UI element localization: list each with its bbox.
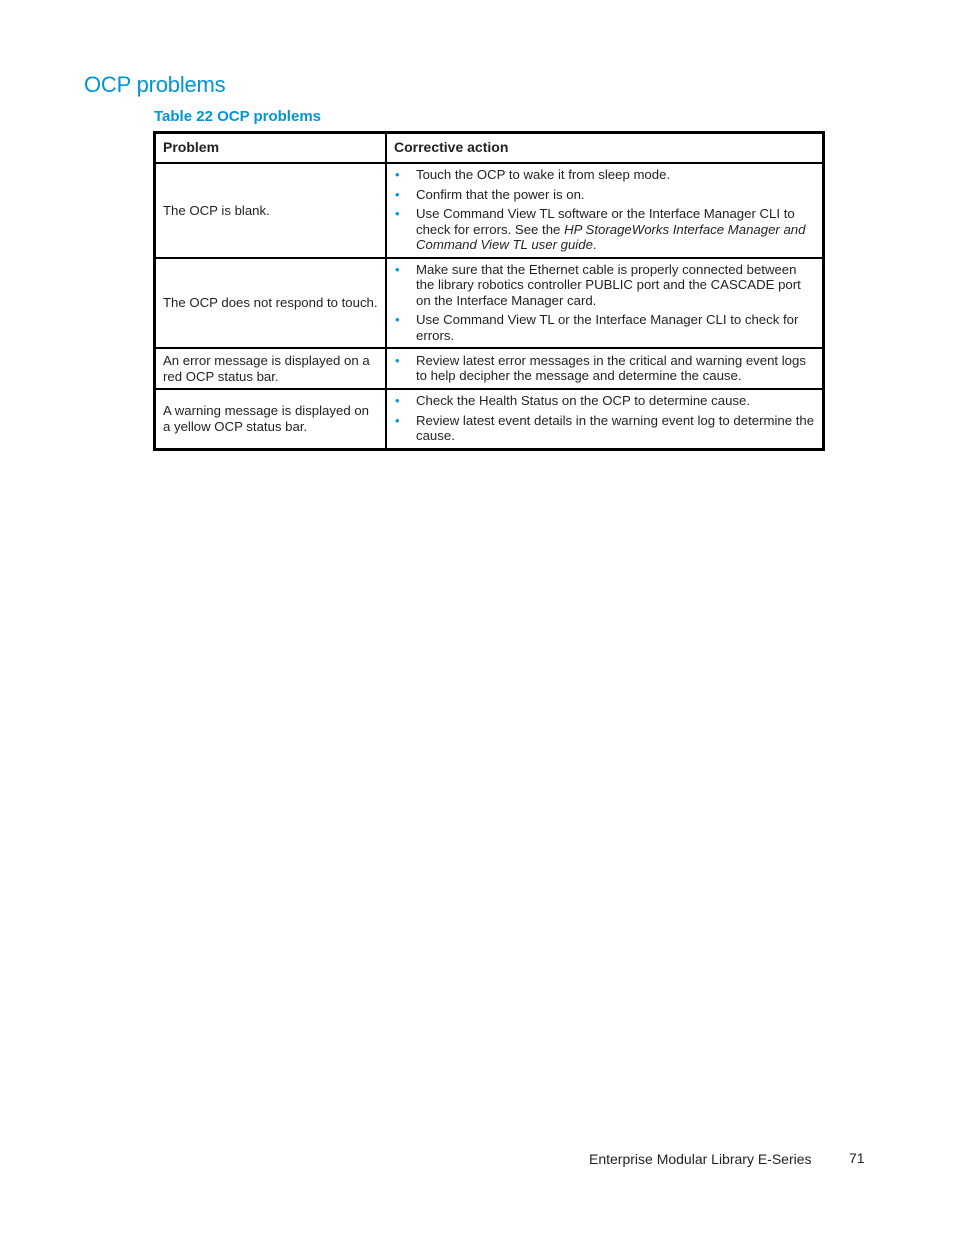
action-item [393, 206, 816, 253]
table-row [155, 389, 824, 449]
bullet-icon: • [395, 186, 400, 202]
header-corrective-action: Corrective action [386, 133, 824, 164]
guide-reference: HP StorageWorks Interface Manager and Command View TL user guide [416, 221, 806, 252]
actions-cell [386, 163, 824, 258]
action-item [393, 312, 816, 343]
action-item [393, 262, 816, 309]
action-item [393, 413, 816, 444]
page-number: 71 [849, 1150, 865, 1166]
footer-title: Enterprise Modular Library E-Series [589, 1151, 812, 1167]
actions-cell [386, 348, 824, 389]
table-caption: Table 22 OCP problems [154, 108, 321, 125]
problem-cell: A warning message is displayed on a yellow OCP status bar. [155, 389, 387, 449]
table-row [155, 348, 824, 389]
actions-cell [386, 258, 824, 349]
action-text: Use Command View TL software or the Interface Manager CLI to check for errors. See the [416, 206, 795, 237]
bullet-icon: • [395, 167, 400, 182]
problem-cell: The OCP does not respond to touch. [155, 258, 387, 349]
action-text: Touch the OCP to wake it from sleep mode. [416, 167, 671, 182]
table-row [155, 163, 824, 258]
ocp-problems-table [153, 131, 825, 451]
bullet-icon: • [395, 206, 400, 221]
problem-cell: An error message is displayed on a red OCP status bar. [155, 348, 387, 389]
action-item [393, 167, 816, 183]
action-text: Confirm that the power is on. [416, 186, 585, 202]
table-header-row [155, 133, 824, 164]
action-list [393, 262, 816, 344]
bullet-icon: • [395, 352, 400, 368]
section-title: OCP problems [84, 72, 226, 97]
bullet-icon: • [395, 261, 400, 277]
action-text: Check the Health Status on the OCP to determine cause. [416, 393, 751, 408]
problem-cell: The OCP is blank. [155, 163, 387, 258]
action-item [393, 187, 816, 203]
action-text: Review latest error messages in the critical and warning event logs to help decipher the message and determine the cause. [416, 352, 806, 383]
action-text: Review latest event details in the warning event log to determine the cause. [416, 412, 815, 443]
action-text-end: . [592, 237, 597, 252]
header-problem: Problem [155, 133, 387, 164]
table-row [155, 258, 824, 349]
action-item [393, 393, 816, 409]
bullet-icon: • [395, 393, 400, 408]
action-text: Use Command View TL or the Interface Manager CLI to check for errors. [416, 312, 799, 343]
bullet-icon: • [395, 412, 400, 428]
action-list [393, 393, 816, 444]
action-list [393, 167, 816, 253]
bullet-icon: • [395, 312, 400, 327]
action-text: Make sure that the Ethernet cable is properly connected between the library robotics controller PUBLIC port and the CASCADE port on the Interface Manager card. [416, 261, 801, 308]
action-list [393, 353, 816, 384]
actions-cell [386, 389, 824, 449]
action-item [393, 353, 816, 384]
